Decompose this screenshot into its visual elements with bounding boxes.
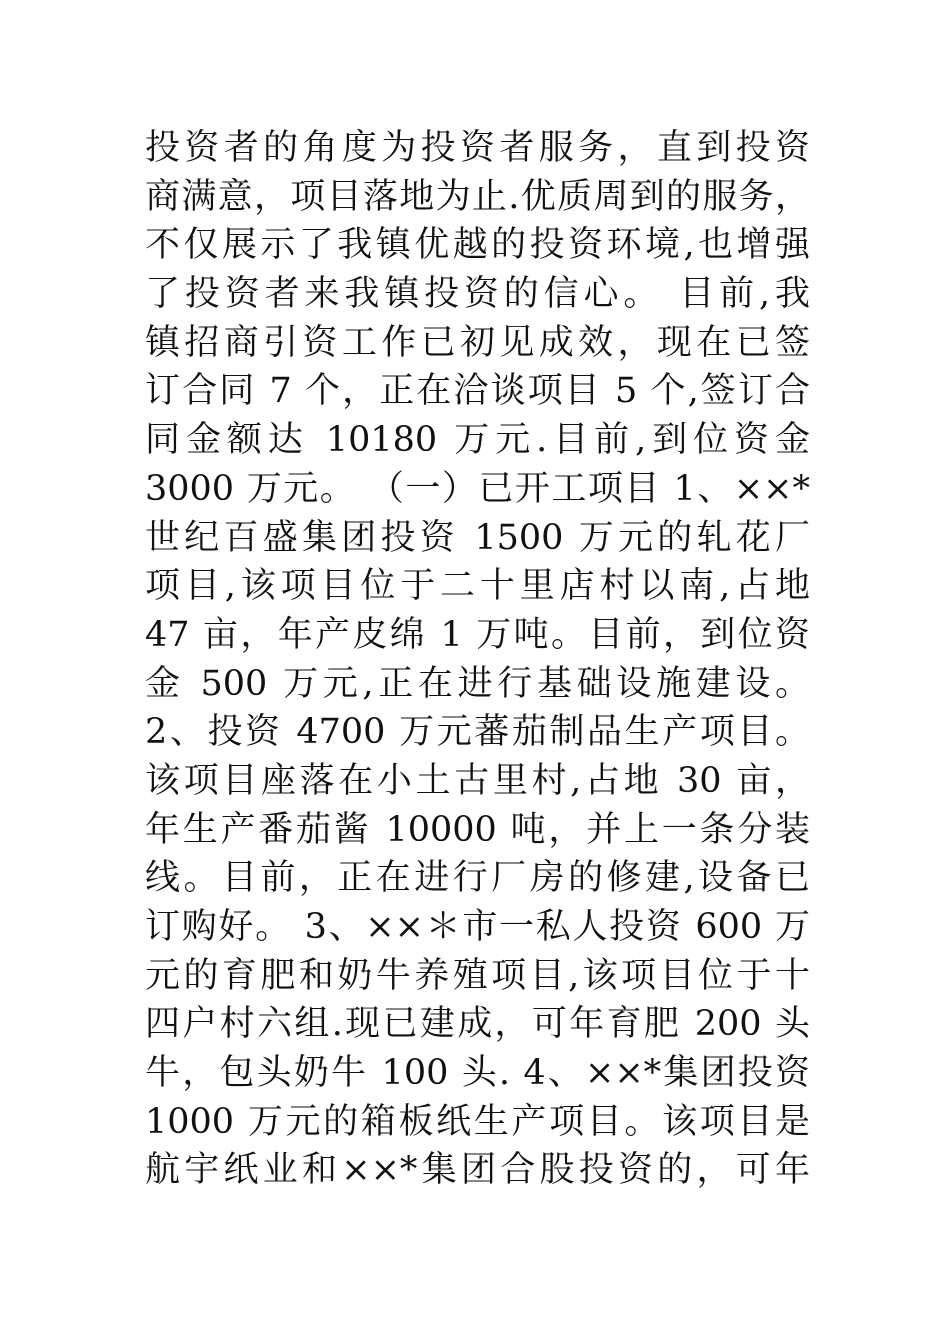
text-line: 航宇纸业和××*集团合股投资的，可年 [145,1150,810,1191]
text-line: 项目,该项目位于二十里店村以南,占地 [145,566,810,607]
text-line: 该项目座落在小土古里村,占地 30 亩， [145,760,810,801]
body-text [145,124,810,1195]
text-line: 订购好。 3、××＊市一私人投资 600 万 [145,907,810,947]
text-line: 不仅展示了我镇优越的投资环境,也增强 [145,225,810,266]
text-line: 世纪百盛集团投资 1500 万元的轧花厂 [145,517,810,558]
text-line: 镇招商引资工作已初见成效，现在已签 [145,322,810,363]
text-line: 四户村六组.现已建成，可年育肥 200 头 [145,1004,810,1045]
text-line: 投资者的角度为投资者服务，直到投资 [145,128,810,168]
text-line: 年生产番茄酱 10000 吨，并上一条分装 [145,809,810,850]
text-line: 47 亩，年产皮绵 1 万吨。目前，到位资 [145,614,810,655]
text-line: 线。目前，正在进行厂房的修建,设备已 [145,858,810,899]
text-line: 商满意，项目落地为止.优质周到的服务， [145,176,810,217]
text-line: 牛，包头奶牛 100 头. 4、××*集团投资 [145,1053,810,1094]
text-line: 2、投资 4700 万元蕃茄制品生产项目。 [145,712,810,753]
text-line: 订合同 7 个，正在洽谈项目 5 个,签订合 [145,371,810,412]
text-line: 了投资者来我镇投资的信心。 目前,我 [145,274,810,315]
text-line: 元的育肥和奶牛养殖项目,该项目位于十 [145,955,810,996]
text-line: 1000 万元的箱板纸生产项目。该项目是 [145,1101,810,1142]
text-line: 3000 万元。 （一）已开工项目 1、××* [145,468,810,509]
text-line: 金 500 万元,正在进行基础设施建设。 [145,663,810,704]
text-line: 同金额达 10180 万元.目前,到位资金 [145,420,810,461]
